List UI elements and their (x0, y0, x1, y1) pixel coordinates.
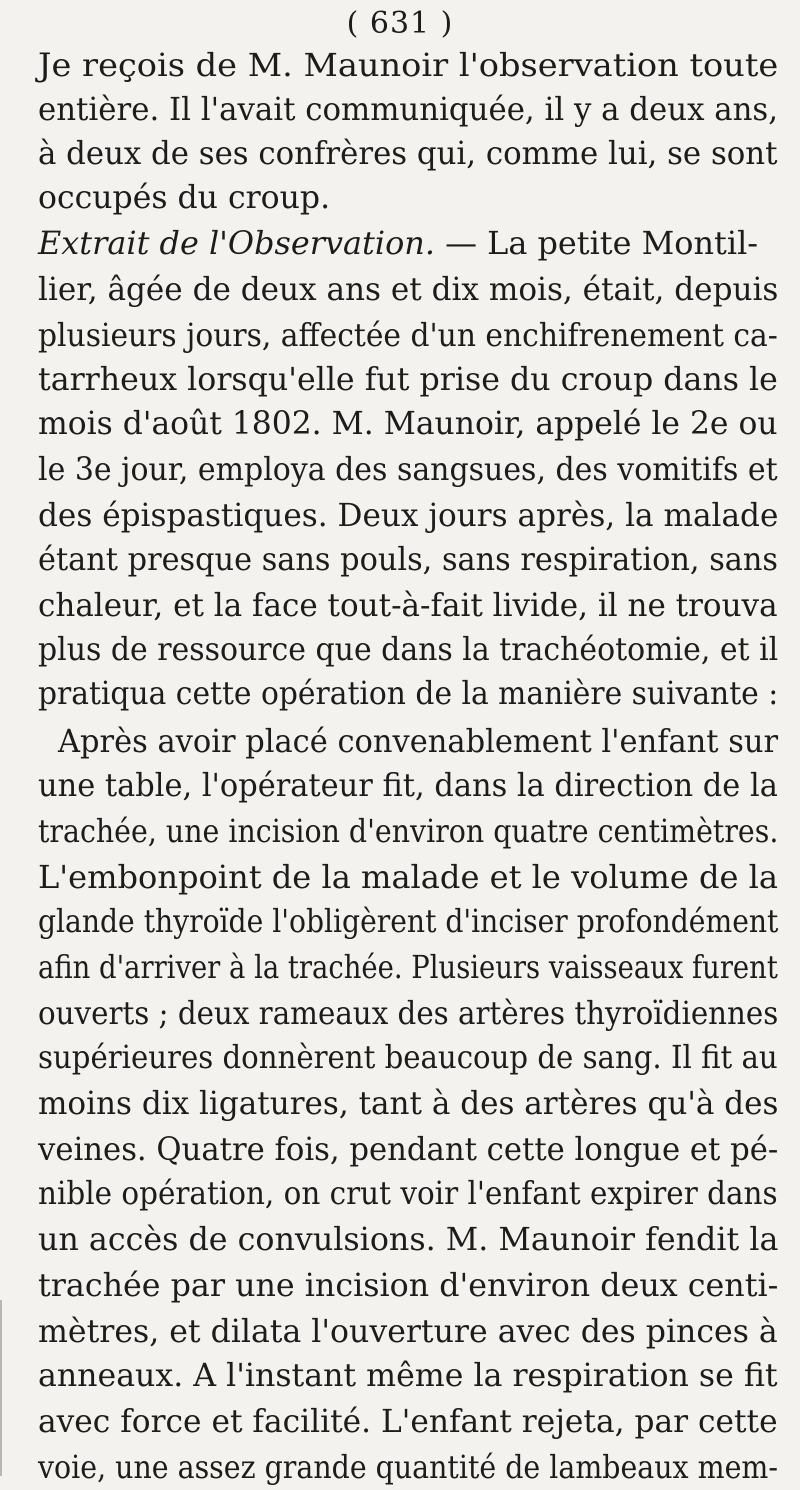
text-line: Je reçois de M. Maunoir l'observation toute (38, 48, 779, 84)
text-line (38, 222, 758, 266)
text-line: trachée par une incision d'environ deux centi- (38, 1268, 779, 1304)
text-line: ouverts ; deux rameaux des artères thyroïdiennes (38, 996, 779, 1032)
text-line: supérieures donnèrent beaucoup de sang. Il fit au (38, 1040, 778, 1076)
text-line: entière. Il l'avait communiquée, il y a deux ans, (38, 92, 778, 128)
page-number: ( 631 ) (346, 6, 454, 41)
text-line: occupés du croup. (38, 180, 331, 216)
text-line: chaleur, et la face tout-à-fait livide, il ne trouva (38, 588, 778, 624)
text-line: des épispastiques. Deux jours après, la malade (38, 498, 779, 534)
text-line: trachée, une incision d'environ quatre centimètres. (38, 814, 779, 850)
text-line: L'embonpoint de la malade et le volume de la (38, 860, 779, 896)
text-line: plusieurs jours, affectée d'un enchifrenement ca- (38, 318, 778, 354)
text-line: étant presque sans pouls, sans respiration, sans (38, 542, 778, 578)
text-line: mètres, et dilata l'ouverture avec des pinces à (38, 1314, 778, 1350)
text-line: un accès de convulsions. M. Maunoir fendit la (38, 1222, 779, 1258)
text-line-content: — La petite Montil- (434, 226, 759, 262)
text-line: plus de ressource que dans la trachéotomie, et il (38, 632, 779, 668)
section-heading: Extrait de l'Observation. (38, 226, 435, 262)
text-line: mois d'août 1802. M. Maunoir, appelé le 2e ou (38, 406, 778, 442)
text-line: pratiqua cette opération de la manière suivante : (38, 676, 779, 712)
text-line: à deux de ses confrères qui, comme lui, se sont (38, 136, 778, 172)
text-line: nible opération, on crut voir l'enfant expirer dans (38, 1176, 778, 1212)
text-line: lier, âgée de deux ans et dix mois, était, depuis (38, 272, 779, 308)
text-line: le 3e jour, employa des sangsues, des vomitifs et (38, 452, 778, 488)
text-line: anneaux. A l'instant même la respiration se fit (38, 1358, 778, 1394)
text-line: glande thyroïde l'obligèrent d'inciser profondément (38, 904, 779, 940)
text-line: Après avoir placé convenablement l'enfant sur (58, 724, 779, 760)
text-line: afin d'arriver à la trachée. Plusieurs vaisseaux furent (38, 950, 778, 986)
text-line: avec force et facilité. L'enfant rejeta, par cette (38, 1404, 778, 1440)
text-line: une table, l'opérateur fit, dans la direction de la (38, 768, 778, 804)
page-edge-shadow (0, 1300, 2, 1476)
text-line: moins dix ligatures, tant à des artères qu'à des (38, 1086, 779, 1122)
text-line: voie, une assez grande quantité de lambeaux mem- (38, 1450, 778, 1486)
text-line: veines. Quatre fois, pendant cette longue et pé- (38, 1132, 779, 1168)
text-line: tarrheux lorsqu'elle fut prise du croup dans le (38, 362, 778, 398)
